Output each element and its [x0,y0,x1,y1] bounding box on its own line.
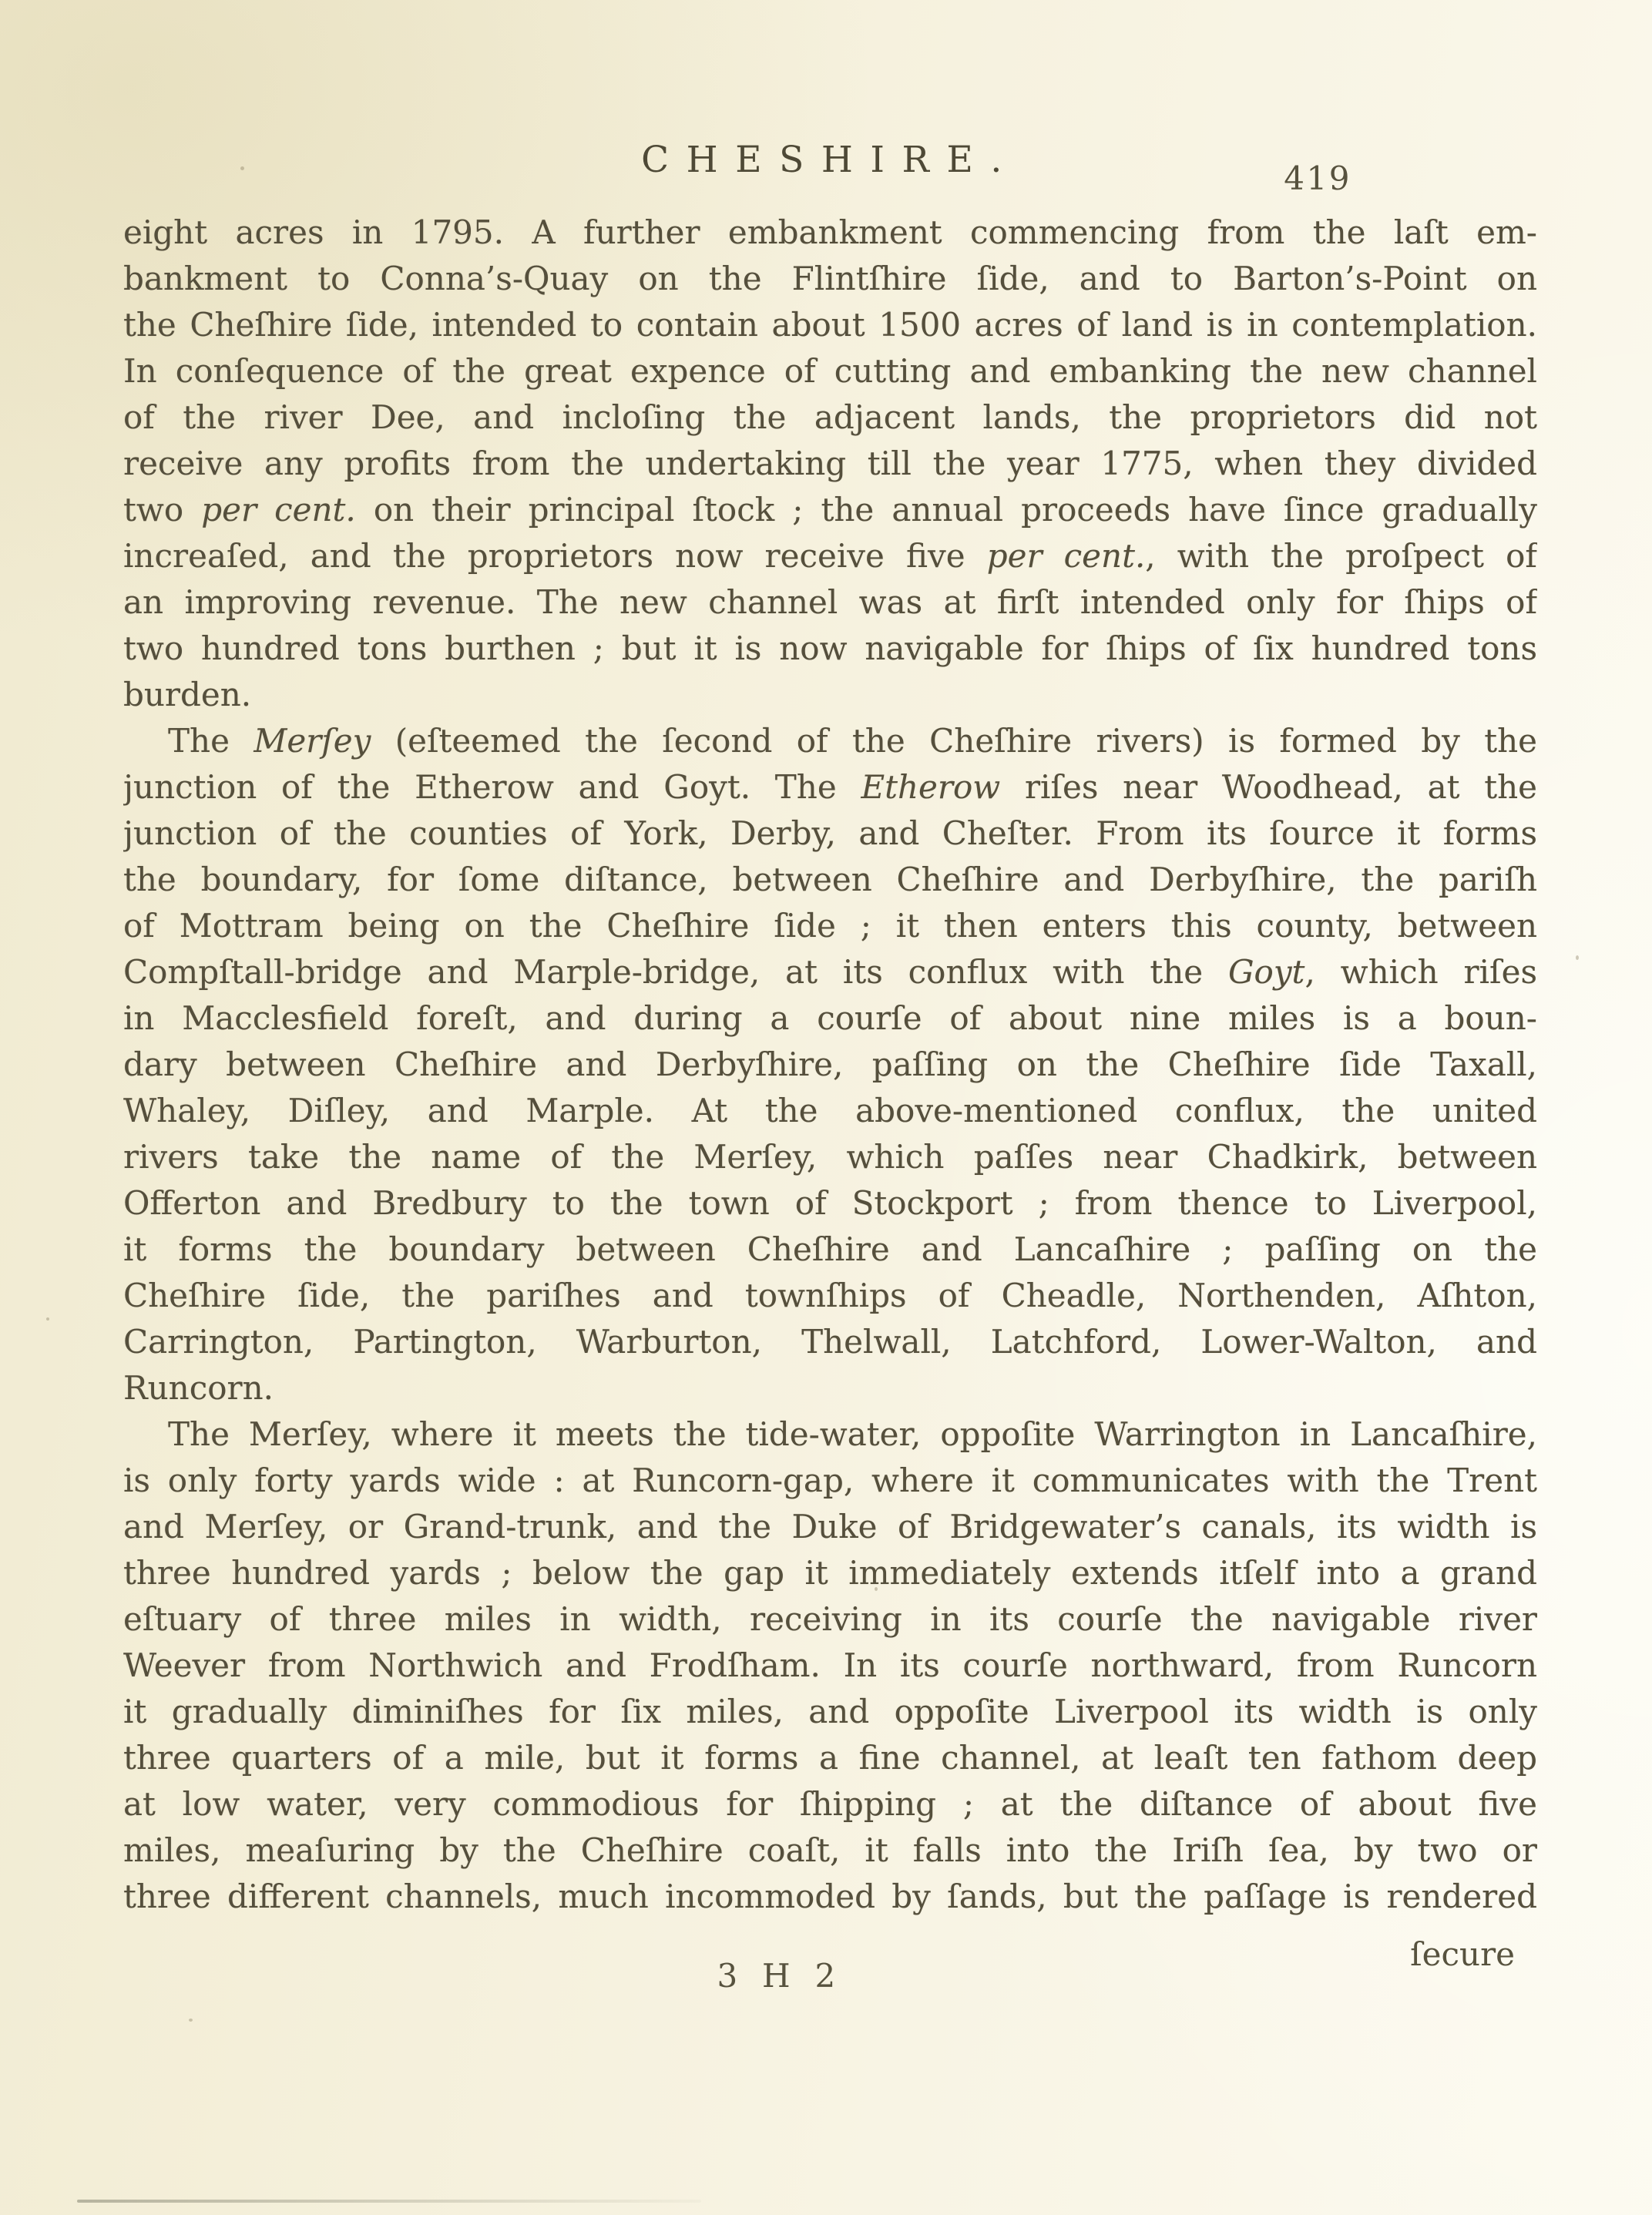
text-segment: it forms the boundary between Cheſhire and Lancaſhire ; paſſing on the [123,1230,1537,1268]
footer-catchword: ſecure [1410,1935,1515,1973]
text-segment: burden. [123,676,252,713]
italic-text-segment: Goyt [1227,953,1305,991]
text-line [123,1643,1537,1689]
text-line [123,1042,1537,1088]
text-line [123,1735,1537,1781]
text-segment: The [168,722,254,760]
paragraph [123,1411,1537,1920]
text-line [123,256,1537,302]
text-segment: of Mottram being on the Cheſhire ſide ; it then enters this county, between [123,907,1537,945]
text-line [123,302,1537,348]
text-segment: increaſed, and the proprietors now receive five [123,537,987,575]
text-line [123,1180,1537,1227]
text-segment: riſes near Woodhead, at the [1000,768,1537,806]
text-segment: In conſequence of the great expence of cutting and embanking the new channel [123,352,1537,390]
paper-speck [46,1317,49,1321]
text-segment: junction of the Etherow and Goyt. The [123,768,861,806]
text-segment: three hundred yards ; below the gap it immediately extends itſelf into a grand [123,1554,1537,1592]
text-line [123,1827,1537,1874]
text-line [123,441,1537,487]
text-line [123,210,1537,256]
text-segment: and Merſey, or Grand-trunk, and the Duke of Bridgewater’s canals, its width is [123,1508,1537,1545]
text-line [123,1088,1537,1134]
text-segment: miles, meaſuring by the Cheſhire coaſt, it falls into the Iriſh ſea, by two or [123,1831,1537,1869]
text-line [123,672,1537,718]
text-segment: bankment to Conna’s-Quay on the Flintſhire ſide, and to Barton’s-Point on [123,260,1537,297]
running-head-title: CHESHIRE. [641,139,1019,181]
text-segment: junction of the counties of York, Derby, and Cheſter. From its ſource it forms [123,814,1537,852]
text-segment: the boundary, for ſome diſtance, between Cheſhire and Derbyſhire, the pariſh [123,861,1537,898]
text-segment: rivers take the name of the Merſey, which paſſes near Chadkirk, between [123,1138,1537,1176]
paragraph [123,718,1537,1411]
text-segment: receive any profits from the undertaking till the year 1775, when they divided [123,445,1537,482]
text-segment: dary between Cheſhire and Derbyſhire, paſſing on the Cheſhire ſide Taxall, [123,1045,1537,1083]
text-line [123,1273,1537,1319]
text-line [123,718,1537,764]
text-line [123,1504,1537,1550]
text-segment: in Macclesfield foreſt, and during a courſe of about nine miles is a boun- [123,999,1537,1037]
text-line [123,1781,1537,1827]
text-segment: it gradually diminiſhes for ſix miles, and oppoſite Liverpool its width is only [123,1693,1537,1730]
text-line [123,1689,1537,1735]
text-segment: on their principal ſtock ; the annual proceeds have ſince gradually [355,491,1537,529]
text-block [123,210,1537,1920]
text-segment: eight acres in 1795. A further embankment commencing from the laſt em- [123,213,1537,251]
italic-text-segment: per cent. [201,491,356,529]
text-line [123,1458,1537,1504]
text-line [123,1550,1537,1596]
text-line [123,487,1537,533]
text-segment: is only forty yards wide : at Runcorn-gap, where it communicates with the Trent [123,1462,1537,1499]
italic-text-segment: Merſey [254,722,371,760]
paper-speck [189,2019,193,2022]
text-segment: three quarters of a mile, but it forms a fine channel, at leaſt ten fathom deep [123,1739,1537,1777]
text-segment: , which riſes [1304,953,1537,991]
text-line [123,810,1537,857]
text-segment: two [123,491,202,529]
text-segment: The Merſey, where it meets the tide-water, oppoſite Warrington in Lancaſhire, [168,1415,1537,1453]
footer-signature-mark: 3 H 2 [717,1957,843,1995]
text-segment: Offerton and Bredbury to the town of Stockport ; from thence to Liverpool, [123,1184,1537,1222]
text-line [123,903,1537,949]
text-segment: eſtuary of three miles in width, receiving in its courſe the navigable river [123,1600,1537,1638]
text-line [123,394,1537,441]
text-line [123,857,1537,903]
text-segment: , with the proſpect of [1145,537,1537,575]
text-line [123,533,1537,579]
text-segment: Compſtall-bridge and Marple-bridge, at its conflux with the [123,953,1228,991]
text-line [123,1596,1537,1643]
text-line [123,1227,1537,1273]
text-line [123,995,1537,1042]
text-line [123,1874,1537,1920]
text-line [123,348,1537,394]
text-line [123,1365,1537,1411]
text-segment: Whaley, Diſley, and Marple. At the above-mentioned conflux, the united [123,1092,1537,1129]
text-line [123,764,1537,810]
paper-speck [240,166,244,170]
text-segment: Cheſhire ſide, the pariſhes and townſhips of Cheadle, Northenden, Aſhton, [123,1277,1537,1314]
page-number: 419 [1284,159,1351,197]
paragraph [123,210,1537,718]
italic-text-segment: Etherow [861,768,1001,806]
text-segment: Carrington, Partington, Warburton, Thelwall, Latchford, Lower-Walton, and [123,1323,1537,1361]
text-line [123,1319,1537,1365]
text-segment: two hundred tons burthen ; but it is now navigable for ſhips of ſix hundred tons [123,629,1537,667]
text-segment: at low water, very commodious for ſhipping ; at the diſtance of about five [123,1785,1537,1823]
italic-text-segment: per cent. [986,537,1146,575]
text-segment: of the river Dee, and incloſing the adjacent lands, the proprietors did not [123,398,1537,436]
text-segment: three different channels, much incommoded by ſands, but the paſſage is rendered [123,1878,1537,1915]
text-line [123,949,1537,995]
text-line [123,626,1537,672]
text-segment: an improving revenue. The new channel was at firſt intended only for ſhips of [123,583,1537,621]
paper-speck [875,1587,878,1591]
text-segment: Runcorn. [123,1369,274,1407]
text-segment: (eſteemed the ſecond of the Cheſhire rivers) is formed by the [371,722,1537,760]
text-line [123,579,1537,626]
text-segment: Weever from Northwich and Frodſham. In its courſe northward, from Runcorn [123,1646,1537,1684]
text-line [123,1134,1537,1180]
paper-speck [1576,955,1579,960]
scan-artifact-line [77,2200,701,2203]
text-segment: the Cheſhire ſide, intended to contain about 1500 acres of land is in contemplation. [123,306,1537,344]
text-line [123,1411,1537,1458]
